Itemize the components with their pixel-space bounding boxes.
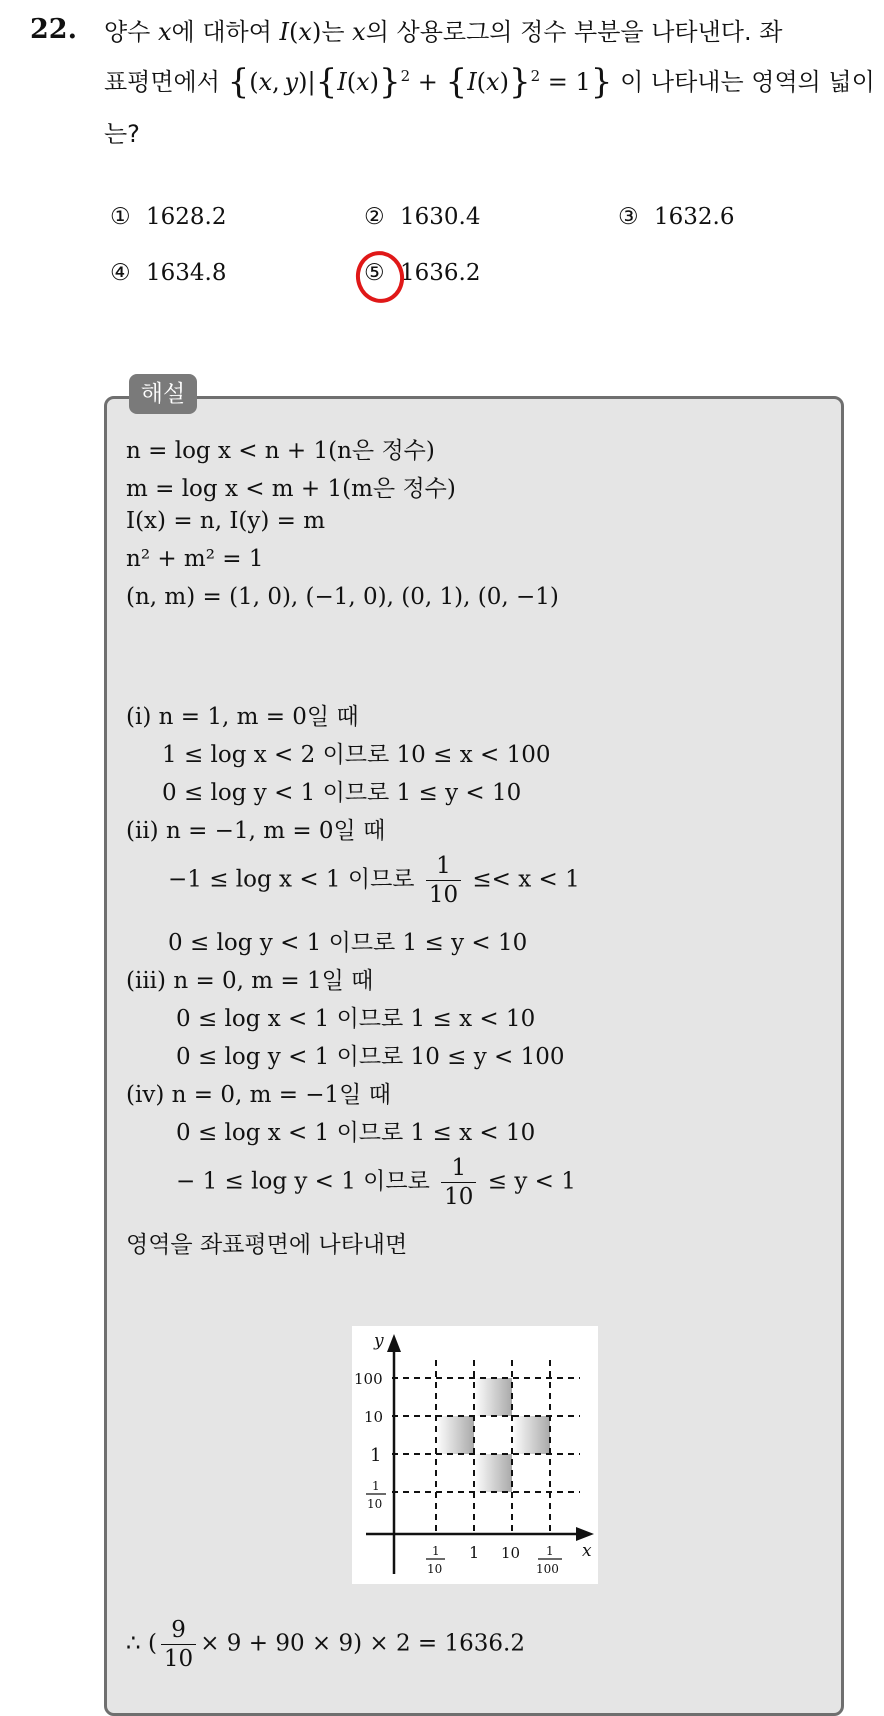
x-tick-hundredth (536, 1544, 562, 1576)
case-ii-line-2: 0 ≤ log y < 1 이므로 1 ≤ y < 10 (168, 930, 528, 956)
premise-line-5: (n, m) = (1, 0), (−1, 0), (0, 1), (0, −1) (126, 584, 559, 610)
solution-tab-label: 해설 (129, 374, 197, 414)
x-tick-1: 1 (469, 1543, 480, 1562)
y-tick-100: 100 (354, 1370, 383, 1388)
choice-5[interactable]: ⑤ 1636.2 (364, 260, 481, 286)
svg-text:1: 1 (372, 1479, 380, 1493)
conclusion-line: ∴ ( $\frac{9}{10}$ × 9 + 90 × 9) × 2 = 1636.2 (126, 1617, 525, 1672)
x-tick-10: 10 (501, 1544, 521, 1562)
x-tick-tenth (426, 1544, 445, 1576)
region-graph (352, 1326, 598, 1584)
y-tick-10: 10 (364, 1408, 384, 1426)
answer-circle-mark (351, 247, 409, 308)
y-axis-arrow (387, 1334, 401, 1352)
choice-1[interactable]: ① 1628.2 (110, 204, 227, 230)
svg-text:10: 10 (427, 1562, 443, 1576)
premise-line-1: n = log x < n + 1(n은 정수) (126, 438, 435, 464)
region-intro-text: 영역을 좌표평면에 나타내면 (126, 1232, 408, 1258)
svg-text:1: 1 (546, 1544, 554, 1558)
premise-line-3: I(x) = n, I(y) = m (126, 508, 326, 534)
y-tick-1: 1 (370, 1445, 382, 1466)
fraction-nine-tenths: $\frac{9}{10}$ (161, 1616, 196, 1673)
region-square-top (474, 1378, 512, 1416)
region-square-left (436, 1416, 474, 1454)
case-iii-line-1: 0 ≤ log x < 1 이므로 1 ≤ x < 10 (176, 1006, 536, 1032)
premise-line-2: m = log x < m + 1(m은 정수) (126, 476, 456, 502)
fraction-one-tenth: $\frac{1}{10}$ (441, 1154, 476, 1211)
question-line-3: 는? (104, 120, 140, 148)
choice-3[interactable]: ③ 1632.6 (618, 204, 735, 230)
case-iii-line-2: 0 ≤ log y < 1 이므로 10 ≤ y < 100 (176, 1044, 565, 1070)
case-iv-heading: (iv) n = 0, m = −1일 때 (126, 1082, 391, 1108)
choice-4[interactable]: ④ 1634.8 (110, 260, 227, 286)
case-i-line-2: 0 ≤ log y < 1 이므로 1 ≤ y < 10 (162, 780, 522, 806)
case-iv-line-1: 0 ≤ log x < 1 이므로 1 ≤ x < 10 (176, 1120, 536, 1146)
svg-text:1: 1 (432, 1544, 440, 1558)
y-tick-tenth (366, 1479, 386, 1511)
region-square-right (512, 1416, 550, 1454)
case-ii-line-1: −1 ≤ log x < 1 이므로 $\frac{1}{10}$ ≤< x < 1 (168, 853, 580, 908)
question-line-1: 양수 x에 대하여 I(x)는 x의 상용로그의 정수 부분을 나타낸다. 좌 (104, 18, 783, 46)
y-axis-label: y (374, 1331, 384, 1351)
question-number: 22. (30, 14, 77, 45)
region-square-bottom (474, 1454, 512, 1492)
choice-2[interactable]: ② 1630.4 (364, 204, 481, 230)
case-ii-heading: (ii) n = −1, m = 0일 때 (126, 818, 386, 844)
case-iii-heading: (iii) n = 0, m = 1일 때 (126, 968, 374, 994)
x-axis-label: x (582, 1541, 592, 1561)
case-i-line-1: 1 ≤ log x < 2 이므로 10 ≤ x < 100 (162, 742, 551, 768)
case-i-heading: (i) n = 1, m = 0일 때 (126, 704, 359, 730)
svg-text:100: 100 (536, 1562, 559, 1576)
premise-line-4: n² + m² = 1 (126, 546, 264, 572)
fraction-one-tenth: $\frac{1}{10}$ (426, 852, 461, 909)
question-line-2: 표평면에서 {(x, $y)|\{I(x)\}^2 + \{I(x)\}^2 = 1$} 이 나타내는 영역의 넓이 (104, 62, 875, 102)
x-axis-arrow (576, 1527, 594, 1541)
svg-text:10: 10 (367, 1497, 383, 1511)
case-iv-line-2: − 1 ≤ log y < 1 이므로 $\frac{1}{10}$ ≤ y < 1 (176, 1155, 576, 1210)
